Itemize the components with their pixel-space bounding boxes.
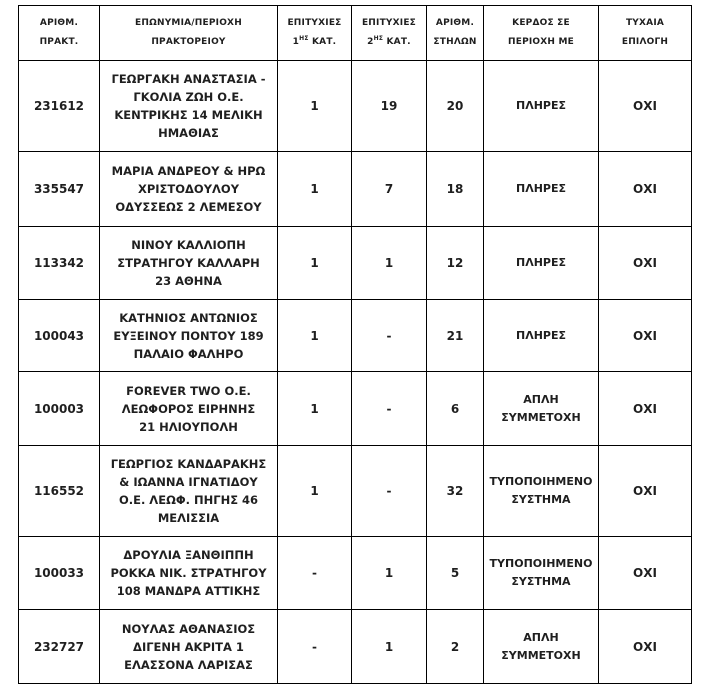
second-category-wins-value: 1 <box>384 566 394 580</box>
first-category-wins-value: 1 <box>310 401 319 416</box>
table-row <box>19 610 692 684</box>
gain-area-type <box>484 61 599 152</box>
second-category-wins-value: 19 <box>380 99 398 113</box>
random-pick <box>599 537 692 610</box>
gain-area-type-line: ΣΥΜΜΕΤΟΧΗ <box>501 410 581 424</box>
columns-count-value: 12 <box>446 256 464 270</box>
gain-area-type-line: ΠΛΗΡΕΣ <box>515 328 566 342</box>
second-category-wins-value: - <box>386 484 392 498</box>
agency-code <box>19 537 100 610</box>
first-category-wins <box>278 537 352 610</box>
agency-name-address-line: FOREVER TWO Ο.Ε. <box>126 383 251 398</box>
gain-area-type-line: ΠΛΗΡΕΣ <box>515 182 566 195</box>
table-row <box>19 227 692 300</box>
agency-name-address-line: ΟΔΥΣΣΕΩΣ 2 ΛΕΜΕΣΟΥ <box>115 200 262 214</box>
first-category-wins <box>278 372 352 446</box>
first-category-wins-value: 1 <box>310 182 319 196</box>
agency-name-address-line: ΓΕΩΡΓΑΚΗ ΑΝΑΣΤΑΣΙΑ - <box>111 72 266 86</box>
agency-name-address <box>100 446 278 537</box>
second-category-wins-value: - <box>386 401 392 416</box>
columns-count-value: 18 <box>446 182 464 196</box>
header-cat-number: 1 <box>292 37 300 47</box>
header-agency-name <box>100 6 278 61</box>
agency-name-address-line: ΓΚΟΛΙΑ ΖΩΗ Ο.Ε. <box>133 90 244 104</box>
first-category-wins-value: 1 <box>310 328 319 343</box>
second-category-wins-value: - <box>386 328 392 343</box>
first-category-wins-value: - <box>312 566 317 580</box>
agency-name-address-line: ΜΑΡΙΑ ΑΝΔΡΕΟΥ & ΗΡΩ <box>111 164 266 178</box>
agency-name-address-line: ΝΟΥΛΑΣ ΑΘΑΝΑΣΙΟΣ <box>121 621 256 636</box>
header-line: ΕΠΙΤΥΧΙΕΣ <box>361 18 417 28</box>
header-line: ΕΠΙΤΥΧΙΕΣ <box>287 18 342 28</box>
agency-name-address-line: ΔΙΓΕΝΗ ΑΚΡΙΤΑ 1 <box>133 639 244 654</box>
agency-name-address-line: ΚΕΝΤΡΙΚΗΣ 14 ΜΕΛΙΚΗ <box>114 108 263 122</box>
header-agency-code <box>19 6 100 61</box>
random-pick-value: ΟΧΙ <box>633 484 657 498</box>
agency-code <box>19 446 100 537</box>
gain-area-type-line: ΠΛΗΡΕΣ <box>515 256 566 269</box>
header-line: ΠΡΑΚΤ. <box>39 37 79 47</box>
random-pick-value: ΟΧΙ <box>633 99 657 113</box>
gain-area-type-line: ΤΥΠΟΠΟΙΗΜΕΝΟ <box>489 475 593 488</box>
random-pick-value: ΟΧΙ <box>633 182 657 196</box>
agency-name-address-line: ΛΕΩΦΟΡΟΣ ΕΙΡΗΝΗΣ <box>121 401 256 416</box>
agency-name-address-line: ΔΡΟΥΛΙΑ ΞΑΝΘΙΠΠΗ <box>123 548 254 562</box>
header-cat-number: 2 <box>367 37 374 47</box>
header-cat-suffix: ΚΑΤ. <box>383 37 411 47</box>
header-line: ΕΠΙΛΟΓΗ <box>621 37 669 47</box>
agency-code-value: 231612 <box>33 99 85 113</box>
agency-name-address-line: 23 ΑΘΗΝΑ <box>155 274 222 288</box>
first-category-wins-value: 1 <box>310 484 319 498</box>
random-pick <box>599 610 692 684</box>
agency-code-value: 335547 <box>33 182 85 196</box>
columns-count-value: 21 <box>446 328 464 343</box>
agency-name-address-line: Ο.Ε. ΛΕΩΦ. ΠΗΓΗΣ 46 <box>118 493 259 507</box>
header-line: ΑΡΙΘΜ. <box>39 18 79 28</box>
random-pick <box>599 227 692 300</box>
table-row <box>19 152 692 227</box>
second-category-wins-value: 1 <box>384 639 394 654</box>
second-category-wins <box>352 537 427 610</box>
agency-name-address <box>100 610 278 684</box>
header-line: ΠΡΑΚΤΟΡΕΙΟΥ <box>151 37 226 47</box>
second-category-wins <box>352 300 427 372</box>
agency-name-address-line: ΣΤΡΑΤΗΓΟΥ ΚΑΛΛΑΡΗ <box>117 256 260 270</box>
header-line: ΚΕΡΔΟΣ ΣΕ <box>512 18 570 28</box>
agency-name-address-line: ΜΕΛΙΣΣΙΑ <box>157 511 220 525</box>
agency-code-value: 100033 <box>33 566 85 580</box>
header-line: ΠΕΡΙΟΧΗ ΜΕ <box>508 37 574 47</box>
agency-name-address-line: ΓΕΩΡΓΙΟΣ ΚΑΝΔΑΡΑΚΗΣ <box>110 457 267 471</box>
gain-area-type-line: ΣΥΜΜΕΤΟΧΗ <box>501 648 581 662</box>
agency-code-value: 100003 <box>33 401 85 416</box>
agency-code <box>19 372 100 446</box>
second-category-wins <box>352 152 427 227</box>
first-category-wins-value: - <box>312 639 317 654</box>
columns-count <box>427 610 484 684</box>
agency-code-value: 100043 <box>33 328 85 343</box>
agency-name-address <box>100 537 278 610</box>
second-category-wins <box>352 610 427 684</box>
random-pick-value: ΟΧΙ <box>633 566 657 580</box>
table-row <box>19 61 692 152</box>
columns-count-value: 20 <box>446 99 464 113</box>
agency-code-value: 116552 <box>33 484 85 498</box>
header-cat-superscript: ΗΣ <box>299 35 309 42</box>
columns-count-value: 32 <box>446 484 464 498</box>
agency-name-address <box>100 152 278 227</box>
gain-area-type-line: ΣΥΣΤΗΜΑ <box>511 575 571 588</box>
header-gain-area <box>484 6 599 61</box>
second-category-wins <box>352 446 427 537</box>
columns-count <box>427 300 484 372</box>
agency-name-address-line: 21 ΗΛΙΟΥΠΟΛΗ <box>139 419 238 434</box>
random-pick <box>599 446 692 537</box>
header-cat-suffix: ΚΑΤ. <box>308 37 337 47</box>
header-line: ΑΡΙΘΜ. <box>435 18 475 28</box>
columns-count <box>427 61 484 152</box>
random-pick-value: ΟΧΙ <box>633 256 657 270</box>
agency-code <box>19 300 100 372</box>
second-category-wins-value: 1 <box>384 256 394 270</box>
gain-area-type <box>484 227 599 300</box>
gain-area-type-line: ΠΛΗΡΕΣ <box>515 99 566 112</box>
agency-name-address-line: ΡΟΚΚΑ ΝΙΚ. ΣΤΡΑΤΗΓΟΥ <box>110 566 267 580</box>
agency-name-address-line: ΚΑΤΗΝΙΟΣ ΑΝΤΩΝΙΟΣ <box>119 310 258 325</box>
agency-name-address-line: & ΙΩΑΝΝΑ ΙΓΝΑΤΙΔΟΥ <box>119 475 258 489</box>
columns-count <box>427 372 484 446</box>
agency-name-address <box>100 61 278 152</box>
first-category-wins <box>278 227 352 300</box>
agency-code <box>19 61 100 152</box>
random-pick-value: ΟΧΙ <box>633 639 657 654</box>
agency-name-address-line: ΠΑΛΑΙΟ ΦΑΛΗΡΟ <box>133 346 244 361</box>
columns-count <box>427 537 484 610</box>
agency-name-address <box>100 227 278 300</box>
agency-code-value: 232727 <box>33 639 85 654</box>
gain-area-type <box>484 537 599 610</box>
table-row <box>19 372 692 446</box>
random-pick <box>599 152 692 227</box>
columns-count-value: 2 <box>450 639 460 654</box>
first-category-wins <box>278 61 352 152</box>
columns-count-value: 6 <box>450 401 460 416</box>
winning-agencies-table <box>18 5 692 684</box>
gain-area-type <box>484 372 599 446</box>
random-pick <box>599 372 692 446</box>
random-pick <box>599 300 692 372</box>
second-category-wins <box>352 227 427 300</box>
gain-area-type-line: ΑΠΛΗ <box>523 630 559 644</box>
header-line: ΕΠΩΝΥΜΙΑ/ΠΕΡΙΟΧΗ <box>135 18 242 28</box>
random-pick-value: ΟΧΙ <box>633 328 657 343</box>
first-category-wins <box>278 300 352 372</box>
table-header-row <box>19 6 692 61</box>
second-category-wins <box>352 372 427 446</box>
agency-name-address-line: ΕΥΞΕΙΝΟΥ ΠΟΝΤΟΥ 189 <box>113 328 264 343</box>
random-pick-value: ΟΧΙ <box>633 401 657 416</box>
agency-code <box>19 152 100 227</box>
agency-name-address-line: ΕΛΑΣΣΟΝΑ ΛΑΡΙΣΑΣ <box>124 657 253 672</box>
agency-code <box>19 610 100 684</box>
table-row <box>19 446 692 537</box>
table-row <box>19 537 692 610</box>
gain-area-type <box>484 300 599 372</box>
first-category-wins-value: 1 <box>310 99 319 113</box>
header-cat-superscript: ΗΣ <box>373 35 384 42</box>
agency-code <box>19 227 100 300</box>
columns-count <box>427 446 484 537</box>
columns-count <box>427 152 484 227</box>
header-line: ΤΥΧΑΙΑ <box>625 18 665 28</box>
gain-area-type <box>484 610 599 684</box>
second-category-wins-value: 7 <box>384 182 394 196</box>
gain-area-type-line: ΤΥΠΟΠΟΙΗΜΕΝΟ <box>489 557 593 570</box>
table-row <box>19 300 692 372</box>
random-pick <box>599 61 692 152</box>
agency-name-address <box>100 372 278 446</box>
agency-name-address-line: ΝΙΝΟΥ ΚΑΛΛΙΟΠΗ <box>131 238 246 252</box>
gain-area-type-line: ΣΥΣΤΗΜΑ <box>511 493 571 506</box>
agency-name-address-line: 108 ΜΑΝΔΡΑ ΑΤΤΙΚΗΣ <box>116 584 261 598</box>
first-category-wins <box>278 152 352 227</box>
first-category-wins <box>278 610 352 684</box>
gain-area-type <box>484 446 599 537</box>
header-second-category <box>352 6 427 61</box>
columns-count-value: 5 <box>450 566 460 580</box>
agency-code-value: 113342 <box>33 256 85 270</box>
agency-name-address-line: ΗΜΑΘΙΑΣ <box>158 126 219 140</box>
header-line: ΣΤΗΛΩΝ <box>433 37 477 47</box>
second-category-wins <box>352 61 427 152</box>
header-random-pick <box>599 6 692 61</box>
agency-name-address-line: ΧΡΙΣΤΟΔΟΥΛΟΥ <box>137 182 240 196</box>
header-columns-count <box>427 6 484 61</box>
first-category-wins <box>278 446 352 537</box>
header-first-category <box>278 6 352 61</box>
first-category-wins-value: 1 <box>310 256 319 270</box>
gain-area-type <box>484 152 599 227</box>
gain-area-type-line: ΑΠΛΗ <box>523 392 559 406</box>
agency-name-address <box>100 300 278 372</box>
columns-count <box>427 227 484 300</box>
